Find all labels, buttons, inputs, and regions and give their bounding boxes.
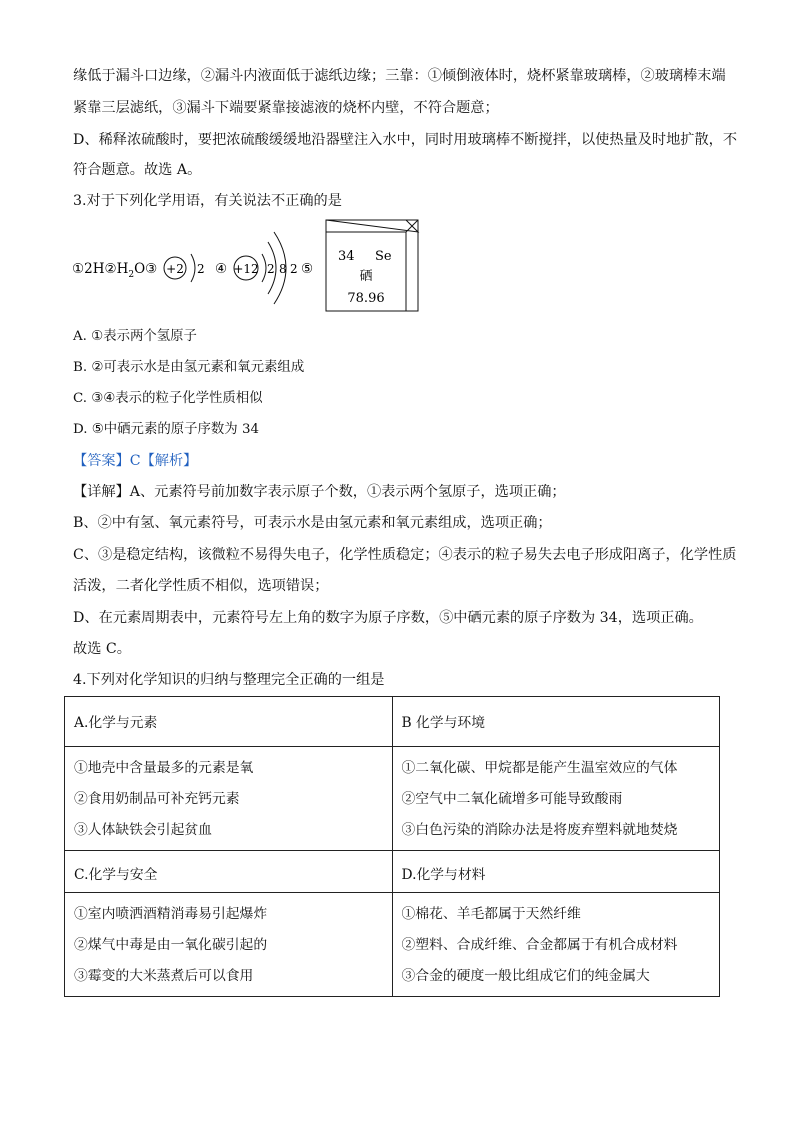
q4-table [64,696,720,997]
fig-label-1-2: $①2H②H_2O③$ [72,261,158,280]
intro-line: 符合题意。故选 A。 [73,162,202,178]
shell-electrons: 2 [290,262,298,276]
table-row [65,893,720,997]
shell-electrons: 8 [279,262,287,276]
list-item: ②塑料、合成纤维、合金都属于有机合成材料 [401,937,678,953]
detail-line: B、②中有氢、氧元素符号，可表示水是由氢元素和氧元素组成，选项正确； [73,515,552,531]
intro-line: D、稀释浓硫酸时，要把浓硫酸缓缓地沿器壁注入水中，同时用玻璃棒不断搅拌，以使热量及时地扩散，不 [73,132,738,148]
table-row [65,747,720,851]
element-box-top [326,220,418,232]
list-item: ②食用奶制品可补充钙元素 [74,791,240,807]
list-item: ③人体缺铁会引起贫血 [74,822,212,838]
list-item: ②煤气中毒是由一氧化碳引起的 [74,937,268,953]
detail-line: 活泼，二者化学性质不相似，选项错误； [73,578,329,594]
fig-label-4: ④ [215,261,228,277]
cell-a-title: A.化学与元素 [65,697,393,747]
electron-shell [262,254,266,282]
cell-a-items [65,747,393,851]
element-symbol: Se [375,249,392,264]
shell-electrons: 2 [197,262,205,276]
question-4-stem: 4.下列对化学知识的归纳与整理完全正确的一组是 [73,672,385,688]
cell-b-title: B 化学与环境 [392,697,720,747]
detail-line: D、在元素周期表中，元素符号左上角的数字为原子序数，⑤中硒元素的原子序数为 34，选项正确。 [73,610,703,626]
cell-c-title: C.化学与安全 [65,851,393,893]
list-item: ①地壳中含量最多的元素是氧 [74,760,254,776]
element-number: 34 [338,249,355,264]
detail-line: 【详解】A、元素符号前加数字表示原子个数，①表示两个氢原子，选项正确； [73,484,566,500]
cell-c-items [65,893,393,997]
detail-line: C、③是稳定结构，该微粒不易得失电子，化学性质稳定；④表示的粒子易失去电子形成阳离子，化学性质 [73,547,737,563]
detail-line: 故选 C。 [73,641,131,657]
list-item: ①二氧化碳、甲烷都是能产生温室效应的气体 [401,760,678,776]
element-name: 硒 [359,269,373,284]
table-row [65,697,720,747]
intro-line: 紧靠三层滤纸，③漏斗下端要紧靠接滤液的烧杯内壁，不符合题意； [73,100,499,116]
fig-label-5: ⑤ [301,261,314,277]
list-item: ①棉花、羊毛都属于天然纤维 [401,906,581,922]
option-b: B. ②可表示水是由氢元素和氧元素组成 [73,360,305,375]
q3-figure [70,218,430,318]
answer-tag: 【答案】C【解析】 [73,453,198,469]
electron-shell [191,254,195,282]
list-item: ②空气中二氧化硫增多可能导致酸雨 [401,791,623,807]
option-a: A. ①表示两个氢原子 [73,329,197,344]
option-d: D. ⑤中硒元素的原子序数为 34 [73,422,259,437]
nucleus-charge: +2 [166,262,184,276]
list-item: ③霉变的大米蒸煮后可以食用 [74,968,254,984]
option-c: C. ③④表示的粒子化学性质相似 [73,391,263,406]
cell-b-items [392,747,720,851]
element-mass: 78.96 [347,291,385,306]
question-3-stem: 3.对于下列化学用语，有关说法不正确的是 [73,193,342,209]
nucleus-charge: +12 [233,262,259,276]
cell-d-items [392,893,720,997]
list-item: ③白色污染的消除办法是将废弃塑料就地焚烧 [401,822,678,838]
shell-electrons: 2 [267,262,275,276]
cell-d-title: D.化学与材料 [392,851,720,893]
table-row [65,851,720,893]
list-item: ①室内喷洒酒精消毒易引起爆炸 [74,906,268,922]
intro-line: 缘低于漏斗口边缘，②漏斗内液面低于滤纸边缘；三靠：①倾倒液体时，烧杯紧靠玻璃棒，②玻璃棒末端 [73,68,726,84]
list-item: ③合金的硬度一般比组成它们的纯金属大 [401,968,650,984]
